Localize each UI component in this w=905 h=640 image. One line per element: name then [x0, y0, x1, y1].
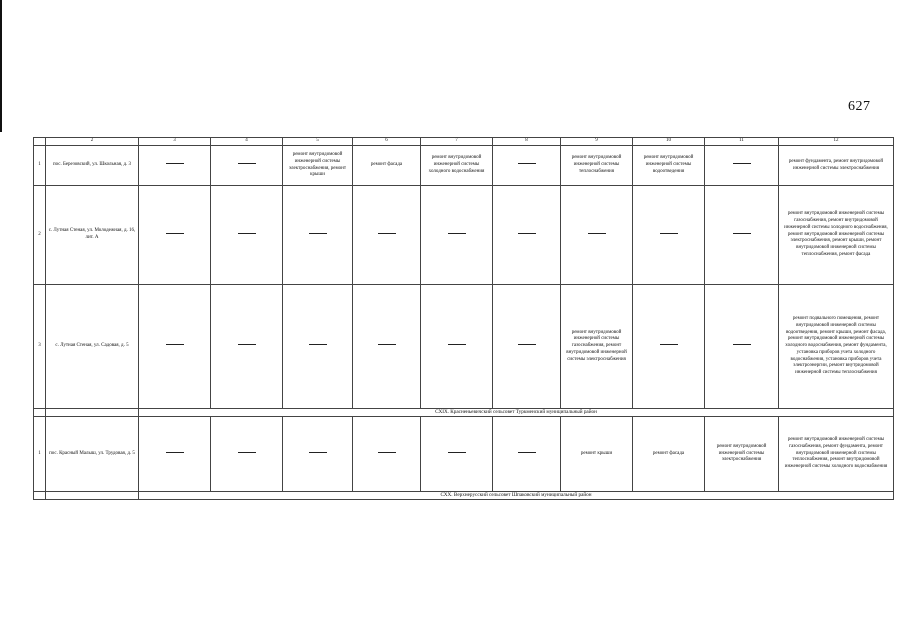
dash-mark: [518, 233, 536, 234]
dash-mark: [309, 452, 327, 453]
table-cell: ремонт крыши: [561, 417, 633, 492]
col-header: 5: [283, 138, 353, 146]
dash-mark: [448, 233, 466, 234]
col-header: 8: [493, 138, 561, 146]
table-cell: [493, 285, 561, 409]
table-cell: [353, 417, 421, 492]
row-number: 1: [34, 417, 46, 492]
table-cell: ремонт фасада: [633, 417, 705, 492]
left-margin-line: [0, 0, 2, 132]
col-header: 3: [139, 138, 211, 146]
table-cell: [421, 285, 493, 409]
dash-mark: [378, 344, 396, 345]
table-cell: [493, 417, 561, 492]
dash-mark: [588, 233, 606, 234]
col-header: 6: [353, 138, 421, 146]
table-cell: ремонт внутридомовой инженерной системы газоснабжения, ремонт фундамента, ремонт внутридомовой инженерной системы теплоснабжения, ремонт внутридомовой инженерной системы холодного водоснабжения: [779, 417, 894, 492]
table-cell: ремонт внутридомовой инженерной системы электроснабжения: [705, 417, 779, 492]
col-header: 12: [779, 138, 894, 146]
dash-mark: [448, 452, 466, 453]
dash-mark: [238, 344, 256, 345]
table-cell: ремонт подвального помещения, ремонт внутридомовой инженерной системы водоотведения, ремонт крыши, ремонт фасада, ремонт внутридомовой инженерной системы холодного водоснабжения, ремонт фундамента, установка приборов учета холодного водоснабжения, установка приборов учета электроэнергии, ремонт внутридомовой инженерной системы теплоснабжения: [779, 285, 894, 409]
table-cell: [493, 146, 561, 186]
dash-mark: [378, 233, 396, 234]
dash-mark: [448, 344, 466, 345]
section-spacer: [46, 409, 139, 417]
address-cell: пос. Красный Малыш, ул. Трудовая, д. 5: [46, 417, 139, 492]
repair-schedule-table: [33, 137, 894, 500]
dash-mark: [733, 233, 751, 234]
row-number: 1: [34, 146, 46, 186]
table-cell: [493, 186, 561, 285]
dash-mark: [166, 344, 184, 345]
section-row: [34, 492, 894, 500]
table-cell: [211, 146, 283, 186]
dash-mark: [660, 233, 678, 234]
row-number: 3: [34, 285, 46, 409]
col-header: 4: [211, 138, 283, 146]
table-cell: [633, 186, 705, 285]
dash-mark: [166, 452, 184, 453]
dash-mark: [378, 452, 396, 453]
table-cell: [139, 417, 211, 492]
col-header: 2: [46, 138, 139, 146]
table-cell: [139, 146, 211, 186]
dash-mark: [518, 452, 536, 453]
section-title: СХХ. Верхнерусский сельсовет Шпаковский муниципальный район: [139, 492, 894, 500]
table-row: [34, 186, 894, 285]
table-cell: [211, 186, 283, 285]
table-cell: [705, 186, 779, 285]
address-cell: пос. Березовский, ул. Школьная, д. 3: [46, 146, 139, 186]
section-spacer: [34, 492, 46, 500]
table-row: [34, 146, 894, 186]
dash-mark: [518, 344, 536, 345]
dash-mark: [238, 452, 256, 453]
table-cell: ремонт фасада: [353, 146, 421, 186]
table-row: [34, 417, 894, 492]
section-spacer: [46, 492, 139, 500]
table-cell: [421, 186, 493, 285]
dash-mark: [238, 233, 256, 234]
table-cell: [353, 186, 421, 285]
table-cell: ремонт внутридомовой инженерной системы электроснабжения, ремонт крыши: [283, 146, 353, 186]
row-number: 2: [34, 186, 46, 285]
table-cell: ремонт внутридомовой инженерной системы теплоснабжения: [561, 146, 633, 186]
table-cell: [283, 417, 353, 492]
table-row: [34, 285, 894, 409]
table-cell: [139, 186, 211, 285]
table-cell: ремонт внутридомовой инженерной системы газоснабжения, ремонт внутридомовой инженерной системы электроснабжения: [561, 285, 633, 409]
dash-mark: [166, 233, 184, 234]
col-header: 9: [561, 138, 633, 146]
table-cell: [139, 285, 211, 409]
section-row: [34, 409, 894, 417]
table-cell: ремонт внутридомовой инженерной системы водоотведения: [633, 146, 705, 186]
table-cell: [705, 146, 779, 186]
table-cell: [211, 285, 283, 409]
dash-mark: [733, 344, 751, 345]
table-cell: ремонт внутридомовой инженерной системы газоснабжения, ремонт внутридомовой инженерной системы холодного водоснабжения, ремонт внутридомовой инженерной системы электроснабжения, ремонт крыши, ремонт внутридомовой инженерной системы теплоснабжения, ремонт фасада: [779, 186, 894, 285]
table-cell: [633, 285, 705, 409]
table-cell: [705, 285, 779, 409]
dash-mark: [309, 233, 327, 234]
col-header: 7: [421, 138, 493, 146]
dash-mark: [238, 163, 256, 164]
dash-mark: [309, 344, 327, 345]
dash-mark: [660, 344, 678, 345]
table-cell: [283, 285, 353, 409]
table-cell: [561, 186, 633, 285]
table-cell: [353, 285, 421, 409]
table-cell: [211, 417, 283, 492]
address-cell: с. Лутная Стеная, ул. Молодежная, д. 16, лит. А: [46, 186, 139, 285]
col-header: [34, 138, 46, 146]
col-header: 11: [705, 138, 779, 146]
address-cell: с. Лутная Стеная, ул. Садовая, д. 5: [46, 285, 139, 409]
dash-mark: [518, 163, 536, 164]
section-title: СХIX. Красненьевичский сельсовет Туркменский муниципальный район: [139, 409, 894, 417]
table-cell: [283, 186, 353, 285]
dash-mark: [733, 163, 751, 164]
column-number-row: [34, 138, 894, 146]
table-cell: ремонт фундамента, ремонт внутридомовой инженерной системы электроснабжения: [779, 146, 894, 186]
section-spacer: [34, 409, 46, 417]
table-cell: ремонт внутридомовой инженерной системы холодного водоснабжения: [421, 146, 493, 186]
col-header: 10: [633, 138, 705, 146]
page-number: 627: [848, 99, 871, 114]
table-cell: [421, 417, 493, 492]
dash-mark: [166, 163, 184, 164]
